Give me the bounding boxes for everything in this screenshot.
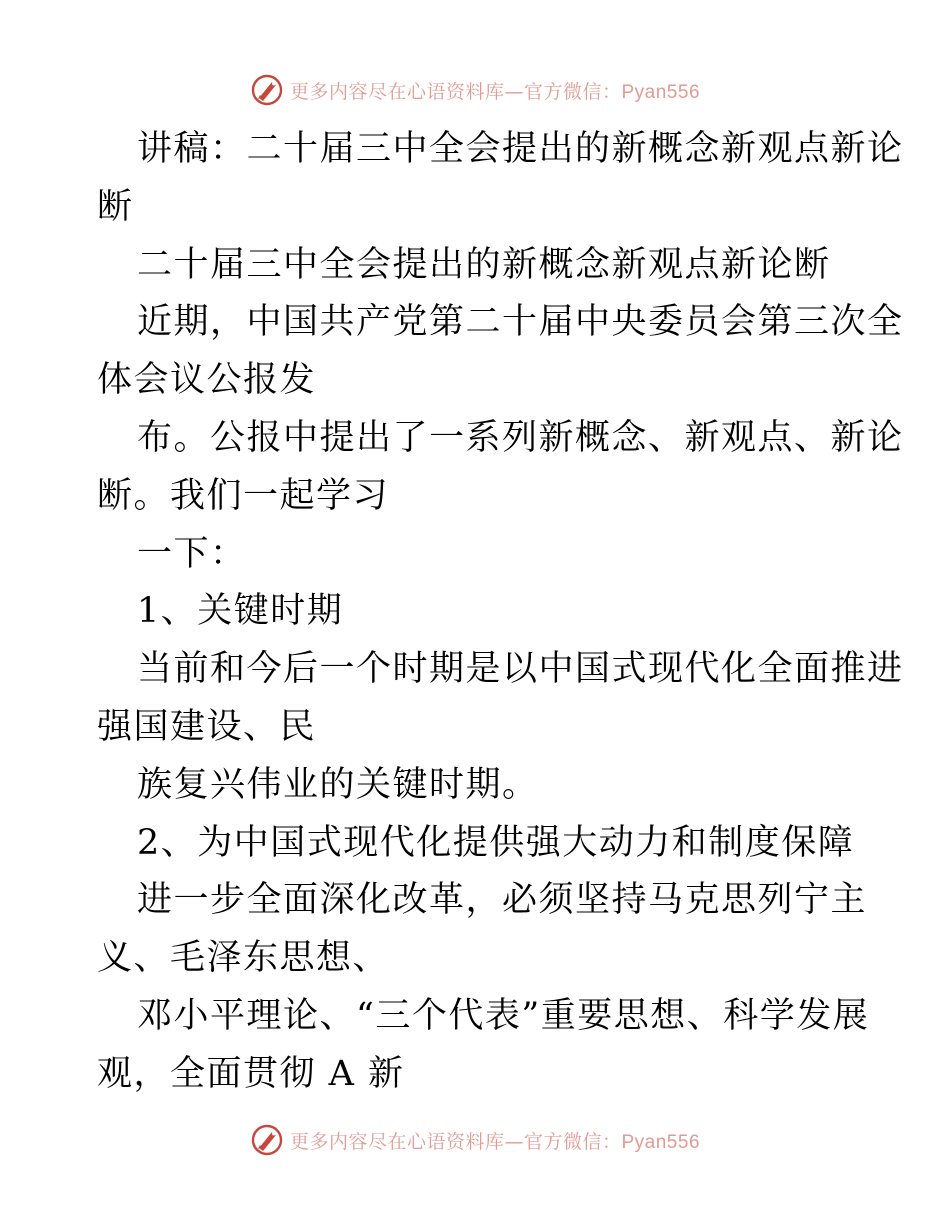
text-line: 二十届三中全会提出的新概念新观点新论断 — [137, 244, 831, 285]
text-line: 当前和今后一个时期是以中国式现代化全面推进 — [137, 649, 904, 690]
watermark-text — [290, 1127, 700, 1154]
text-line: 2、为中国式现代化提供强大动力和制度保障 — [137, 822, 855, 863]
footer-watermark — [0, 1120, 950, 1160]
text-line: 强国建设、民 — [97, 706, 317, 747]
pen-logo-icon — [250, 73, 284, 107]
text-line: 邓小平理论、“三个代表”重要思想、科学发展 — [137, 995, 870, 1036]
watermark-text — [290, 77, 700, 104]
text-line: 近期，中国共产党第二十届中央委员会第三次全 — [137, 302, 904, 343]
watermark-id: Pyan556 — [621, 81, 701, 103]
watermark-label: 更多内容尽在心语资料库—官方微信： — [289, 80, 622, 103]
text-line: 布。公报中提出了一系列新概念、新观点、新论 — [137, 417, 904, 458]
text-line: 义、毛泽东思想、 — [97, 938, 390, 979]
header-watermark — [0, 70, 950, 110]
pen-logo-icon — [250, 1123, 284, 1157]
text-line: 观，全面贯彻 A 新 — [97, 1053, 405, 1094]
text-line: 体会议公报发 — [97, 360, 317, 401]
watermark-id: Pyan556 — [621, 1131, 701, 1153]
watermark-label: 更多内容尽在心语资料库—官方微信： — [289, 1130, 622, 1153]
text-line: 断 — [97, 186, 134, 227]
text-line: 进一步全面深化改革，必须坚持马克思列宁主 — [137, 880, 868, 921]
text-line: 族复兴伟业的关键时期。 — [137, 764, 539, 805]
text-line: 断。我们一起学习 — [97, 475, 390, 516]
text-line: 1、关键时期 — [137, 591, 344, 632]
text-line: 讲稿：二十届三中全会提出的新概念新观点新论 — [137, 129, 904, 169]
document-body — [97, 121, 904, 1104]
text-line: 一下： — [137, 533, 247, 574]
